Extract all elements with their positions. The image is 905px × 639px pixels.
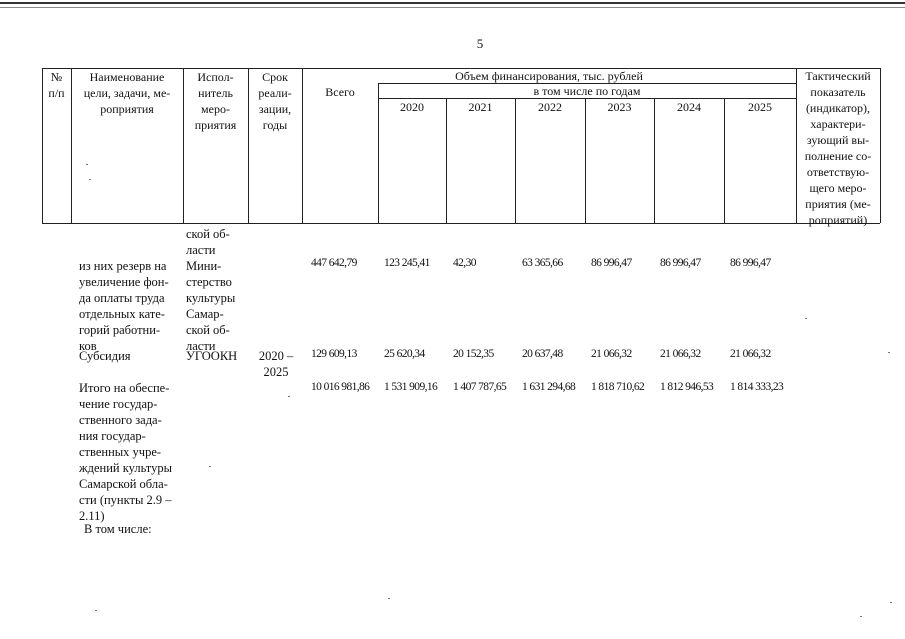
row-term: 2020 – 2025 [258,349,294,379]
scan-speck [388,598,390,599]
header-year-2023: 2023 [607,100,632,114]
header-col-term: Срок реали- зации, годы [258,70,292,132]
header-bottom-border [42,223,880,224]
scan-speck [890,602,892,603]
row-value-2021: 42,30 [453,257,476,269]
header-year-2024: 2024 [677,100,701,114]
footer-text: В том числе: [84,522,152,536]
header-year-2020: 2020 [400,100,424,114]
row-executor: Мини- стерство культуры Самар- ской об- ласти [186,259,236,353]
row-value-2024: 86 996,47 [660,257,701,269]
scan-speck [89,179,91,180]
row-value-2021: 1 407 787,65 [453,381,507,393]
row-name: из них резерв на увеличение фон- да оплаты труда отдельных кате- горий работни- ков [79,259,169,353]
scan-speck [288,396,290,397]
row-value-2025: 86 996,47 [730,257,771,269]
row-value-2024: 21 066,32 [660,348,701,360]
header-year-2025: 2025 [748,100,772,114]
row-total: 129 609,13 [311,348,357,360]
row-value-2023: 21 066,32 [591,348,632,360]
row-value-2020: 25 620,34 [384,348,425,360]
header-col-total: Всего [325,85,355,99]
header-year-2021: 2021 [468,100,493,114]
header-col-number: № п/п [48,70,65,100]
row-total: 447 642,79 [311,257,357,269]
header-col-by-year: в том числе по годам [533,84,641,98]
row-value-2025: 21 066,32 [730,348,771,360]
header-col-name: Наименование цели, задачи, ме- роприятия [83,70,171,116]
row-value-2025: 1 814 333,23 [730,381,784,393]
header-col-indicator: Тактический показатель (индикатор), характери- зующий вы- полнение со- ответствую- щего меро- приятия (ме- роприятий) [804,69,872,227]
row-value-2022: 1 631 294,68 [522,381,576,393]
scan-speck [95,610,97,611]
row-value-2021: 20 152,35 [453,348,494,360]
row-total: 10 016 981,86 [311,381,370,393]
row-value-2023: 1 818 710,62 [591,381,645,393]
row-value-2023: 86 996,47 [591,257,632,269]
page-number: 5 [476,36,484,51]
row-value-2022: 20 637,48 [522,348,563,360]
header-col-executor: Испол- нитель меро- приятия [194,70,237,132]
header-col-funding: Объем финансирования, тыс. рублей [455,69,643,83]
row-name: Итого на обеспе- чение государ- ственного зада- ния государ- ственных учре- ждений культуры Самарской обла- сти (пункты 2.9 – 2.11) [79,381,172,523]
scan-speck [86,164,88,165]
scan-speck [860,616,862,617]
scan-speck [209,466,211,467]
top-border [0,2,905,4]
scan-speck [805,318,807,319]
row-value-2022: 63 365,66 [522,257,563,269]
row-executor: УГООКН [186,349,238,363]
executor-fragment: ской об- ласти [186,227,230,257]
scan-speck [888,352,890,353]
top-border-thin [0,7,905,8]
row-value-2020: 1 531 909,16 [384,381,438,393]
row-value-2024: 1 812 946,53 [660,381,714,393]
row-name: Субсидия [79,349,131,363]
header-year-2022: 2022 [538,100,562,114]
row-value-2020: 123 245,41 [384,257,430,269]
